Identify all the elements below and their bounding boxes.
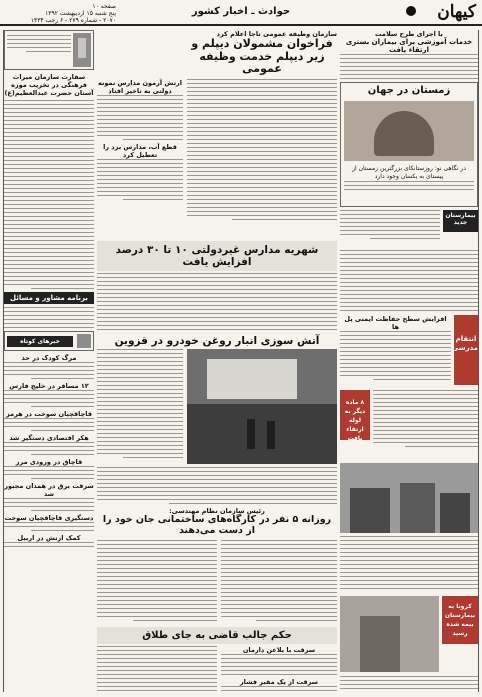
badge-hospital: بیمارستان جدید: [443, 210, 478, 232]
issue-line: پنج شنبه ۱۵ اردیبهشت ۱۳۹۲: [45, 10, 116, 17]
newspaper-logo: کیهان: [437, 2, 476, 22]
issue-line: ۲۰۷۰ - شماره ۲۷۹ - ۶ رجب ۱۴۳۴: [30, 17, 116, 24]
article-text: [4, 100, 94, 289]
kicker: با اجرای طرح سلامت: [375, 30, 443, 38]
headline-school-exam: ارتش آزمون مدارس نمونه دولتی به تاخیر افتاد: [98, 78, 182, 95]
issue-line: صفحه ۱۰: [92, 3, 116, 10]
headline-hospital-services: خدمات آموزشی برای بیماران بستری ارتقاء یافت: [345, 38, 473, 54]
brief-headline: مرگ کودک در حد: [21, 354, 77, 362]
crowd-photo: [340, 463, 478, 533]
highlight-box: کرونا به بیمارستان بیمه شده رسید: [442, 596, 478, 644]
brief-headline: قاچاقچیان سوخت در هرمز: [6, 410, 92, 418]
brief-headline: کمک ارتش در اربیل: [17, 534, 81, 542]
headline-construction-deaths: روزانه ۵ نفر در کارگاه‌های ساختمانی جان خود را از دست می‌دهند: [102, 514, 332, 537]
right-column: [340, 30, 479, 692]
masthead: [0, 0, 482, 26]
headline-water-cut: قطع آب، مدارس بزد را تعطیل کرد: [103, 142, 177, 159]
fire-photo: [187, 349, 337, 464]
highlight-box: ۸ ماده دیگر به لوله ارتقاء یافت: [340, 390, 370, 440]
left-top-box: [4, 30, 94, 70]
photo-caption: در نگاهی نو: روزستانکای بزرگترین زمستان از پیستای به یکسان وجود دارد: [352, 165, 466, 180]
box-header: برنامه مشاور و مسائل: [4, 292, 94, 304]
brief-headline: ۱۲ مسافر در خلیج فارس: [9, 382, 89, 390]
brief-headline: افزایش سطح حفاظت ایمنی پل ها: [344, 315, 447, 331]
kicker: رئیس سازمان نظام مهندسی:: [169, 507, 265, 516]
headline-judge-verdict: حکم جالب قاضی به جای طلاق: [97, 627, 337, 645]
photo-box-winter: [340, 82, 478, 207]
ad-icon: [73, 33, 91, 67]
brief-headline: دستگیری قاچاقچیان سوخت: [4, 514, 94, 522]
winter-photo: [344, 101, 474, 161]
middle-column: [97, 30, 337, 692]
headline-school-tuition: شهریه مدارس غیردولتی ۱۰ تا ۳۰ درصد افزایش یافت: [97, 241, 337, 271]
left-top-headline: سفارت سازمان میراث فرهنگی در تخریب موزه آستان حضرت عبدالعظیم(ع): [4, 73, 94, 97]
warning-icon: [77, 334, 91, 348]
brief-headline: سرقت از یک مقبر فشار: [239, 678, 319, 687]
photo-box-headline: زمستان در جهان: [367, 85, 451, 96]
brief-headline: قاچاق در ورودی مرز: [15, 458, 83, 466]
kicker: سازمان وظیفه عمومی ناجا اعلام کرد: [216, 30, 337, 38]
brief-headline: سرقت برق در همدان مجبور شد: [4, 482, 94, 498]
left-column: [3, 30, 94, 692]
section-title: حوادث ـ اخبار کشور: [191, 6, 291, 17]
issue-info: [6, 3, 116, 24]
hospital-photo: [340, 596, 439, 672]
highlight-box: انتقام مدرسی: [454, 315, 478, 385]
headline-fire-qazvin: آتش سوزی انبار روغن خودرو در قزوین: [114, 335, 320, 348]
headline-conscription: فراخوان مشمولان دیپلم و زیر دیپلم خدمت وظیفه عمومی: [191, 37, 333, 76]
brief-headline: هکر اقتصادی دستگیر شد: [9, 434, 89, 442]
brief-headline: سرقت با بلاعن دارمان: [242, 646, 316, 655]
left-mid-box: خبرهای کوتاه: [4, 331, 94, 351]
